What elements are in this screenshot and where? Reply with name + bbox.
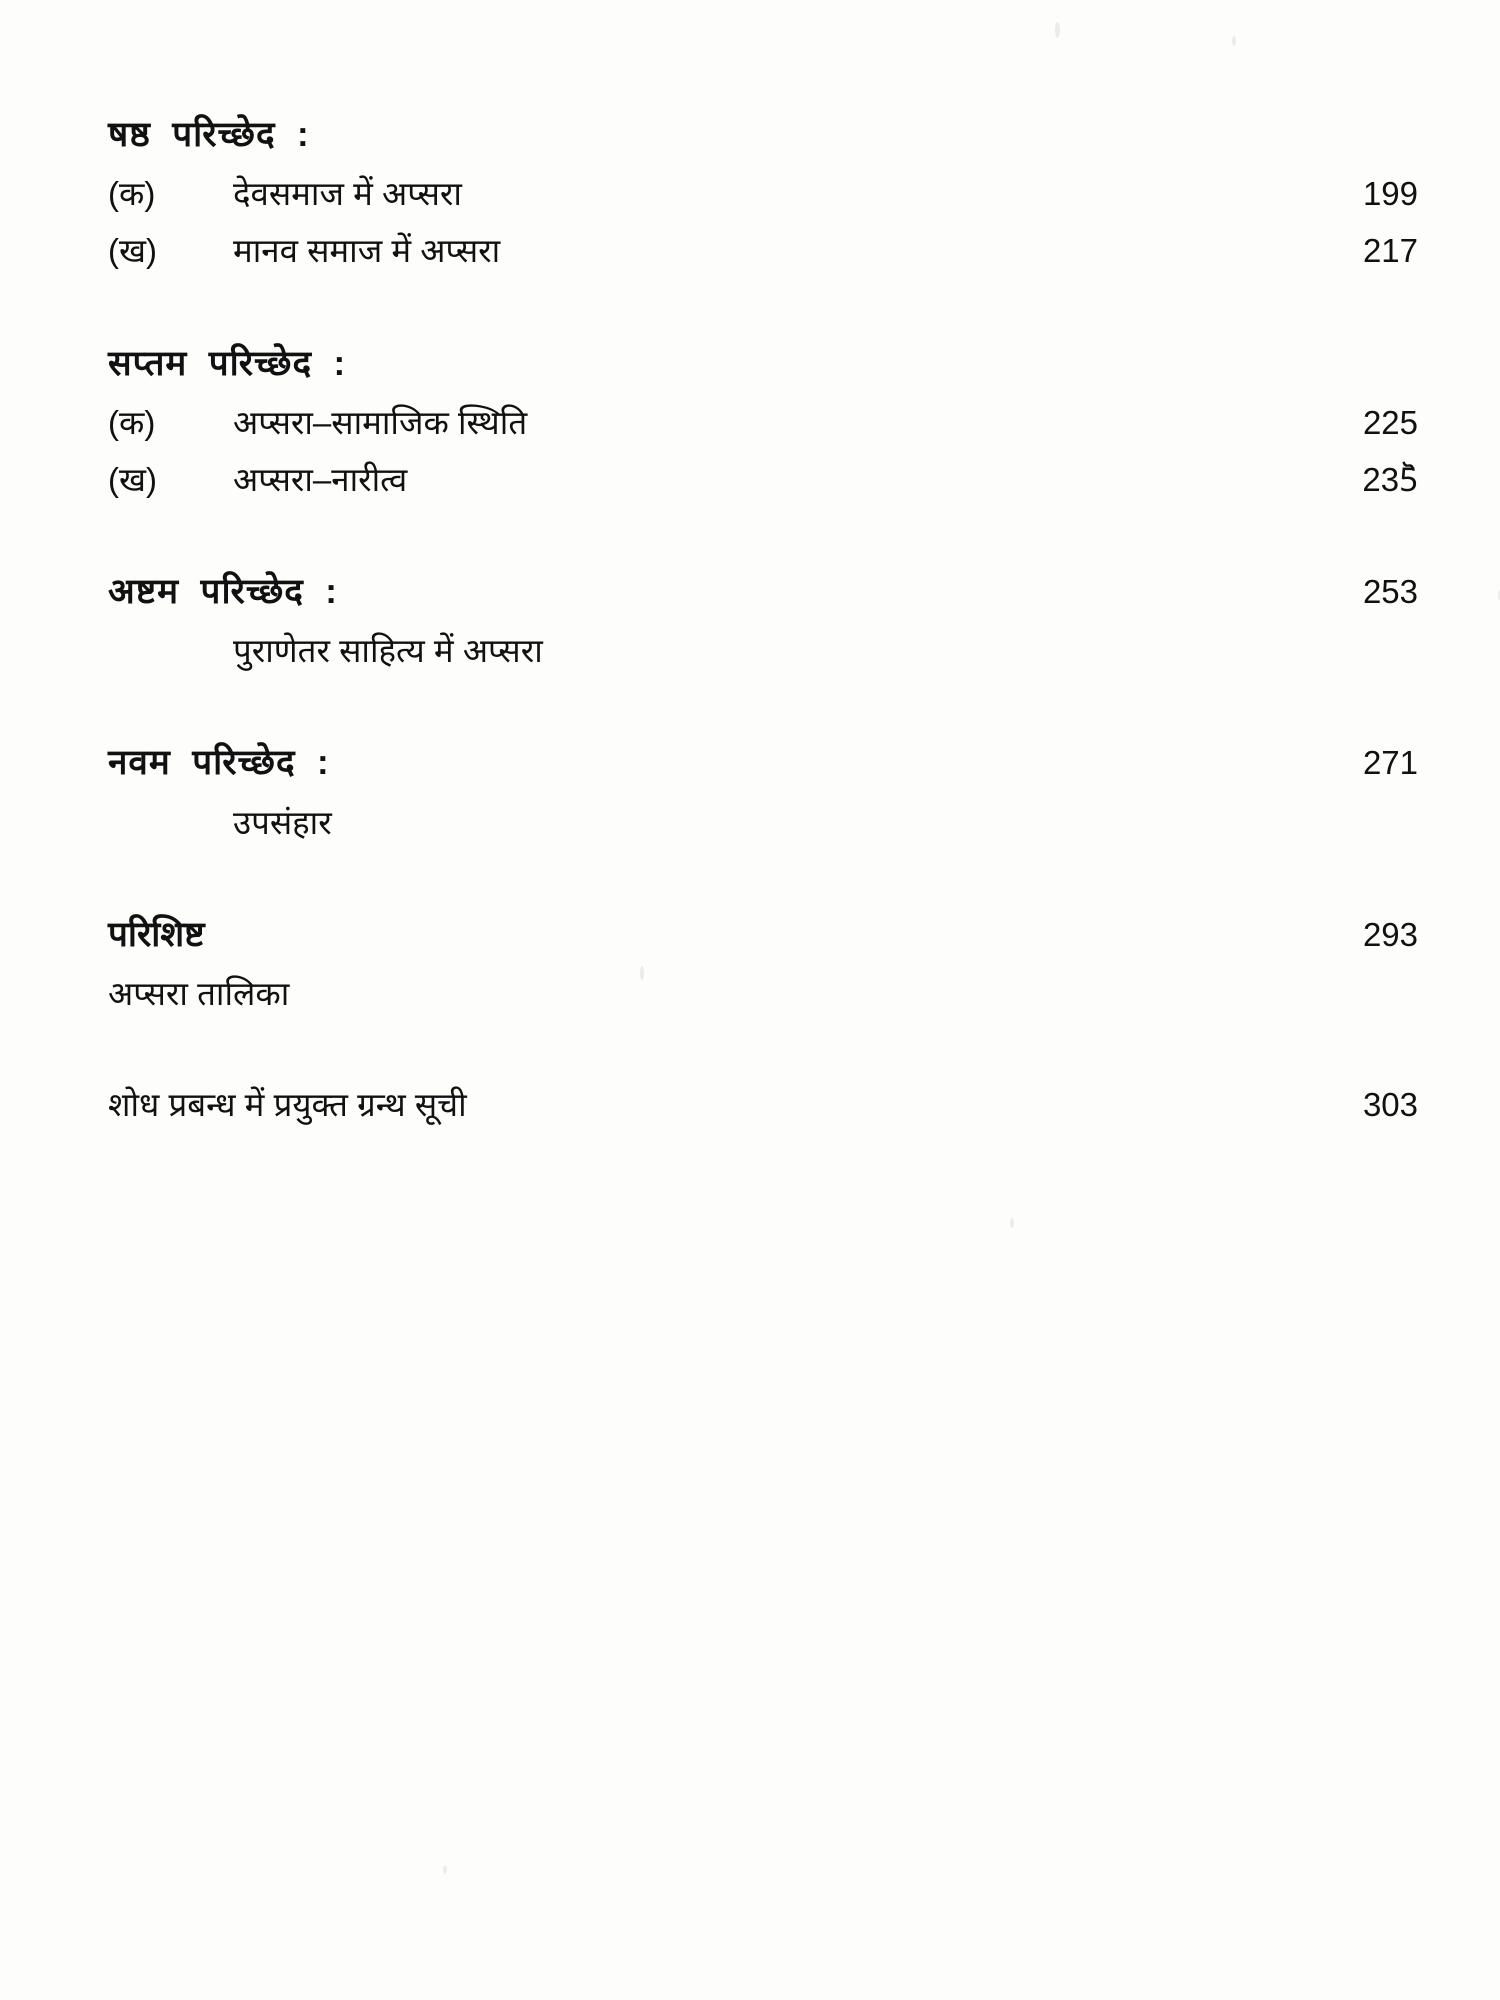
toc-appendix-heading: परिशिष्ट — [108, 914, 205, 954]
section-gap — [108, 539, 1408, 565]
scan-speck — [1055, 22, 1060, 38]
toc-entry-title: अप्सरा–नारीत्व — [233, 460, 408, 498]
toc-section-heading: सप्तम परिच्छेद : — [108, 343, 347, 383]
toc-bibliography-page: 303 — [1362, 1086, 1418, 1124]
toc-section-heading-row[interactable] — [108, 565, 1418, 619]
toc-entry-marker: (ख) — [108, 460, 157, 498]
toc-section-heading-row — [108, 108, 1418, 162]
toc-section-page: 253 — [1362, 573, 1418, 611]
toc-section — [108, 108, 1418, 277]
scan-speck — [443, 1865, 447, 1874]
section-gap — [108, 882, 1408, 908]
toc-entry-page: 225 — [1362, 403, 1418, 441]
section-gap — [108, 311, 1408, 337]
toc-entry-page: 217 — [1362, 232, 1418, 270]
toc-content — [108, 108, 1418, 1164]
toc-entry-row[interactable] — [108, 168, 1418, 219]
scan-speck — [1010, 1218, 1014, 1228]
toc-subtitle-row — [108, 625, 1418, 676]
scan-speck — [1232, 36, 1236, 46]
toc-appendix-page: 293 — [1362, 915, 1418, 953]
toc-subtitle-row — [108, 797, 1418, 848]
toc-entry-row[interactable] — [108, 225, 1418, 276]
toc-bibliography — [108, 1079, 1418, 1130]
toc-entry-marker: (क) — [108, 403, 156, 441]
toc-section-heading-row[interactable] — [108, 736, 1418, 790]
toc-appendix-heading-row[interactable] — [108, 908, 1418, 962]
toc-entry-marker: (क) — [108, 175, 156, 213]
toc-entry-row[interactable] — [108, 454, 1418, 505]
toc-section-page: 271 — [1362, 744, 1418, 782]
toc-appendix-subtitle-row — [108, 968, 1418, 1019]
toc-section-heading-row — [108, 337, 1418, 391]
toc-appendix-subtitle: अप्सरा तालिका — [108, 975, 290, 1013]
toc-subtitle: पुराणेतर साहित्य में अप्सरा — [233, 632, 543, 670]
toc-entry-title: देवसमाज में अप्सरा — [233, 175, 462, 213]
toc-section-heading: अष्टम परिच्छेद : — [108, 572, 338, 612]
toc-section — [108, 736, 1418, 847]
toc-section-heading: षष्ठ परिच्छेद : — [108, 115, 310, 154]
toc-entry-row[interactable] — [108, 397, 1418, 448]
toc-bibliography-title: शोध प्रबन्ध में प्रयुक्त ग्रन्थ सूची — [108, 1086, 467, 1124]
toc-section-heading: नवम परिच्छेद : — [108, 743, 330, 783]
toc-appendix — [108, 908, 1418, 1019]
toc-section — [108, 565, 1418, 676]
toc-entry-page: 235ॆ — [1362, 460, 1418, 498]
toc-entry-title: अप्सरा–सामाजिक स्थिति — [233, 403, 528, 441]
toc-entry-marker: (ख) — [108, 232, 157, 270]
section-gap — [108, 710, 1408, 736]
toc-section — [108, 337, 1418, 506]
toc-bibliography-row[interactable] — [108, 1079, 1418, 1130]
section-gap — [108, 1053, 1408, 1079]
toc-entry-page: 199 — [1362, 175, 1418, 213]
toc-subtitle: उपसंहार — [233, 803, 332, 841]
toc-entry-title: मानव समाज में अप्सरा — [233, 232, 501, 270]
